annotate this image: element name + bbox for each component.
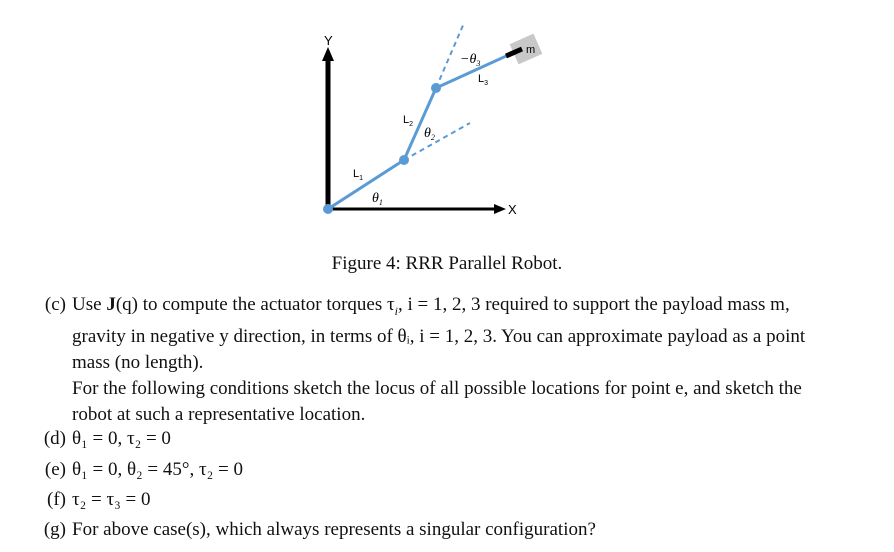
question-d-label: (d) (43, 428, 66, 449)
rrr-robot-figure (300, 25, 560, 225)
question-d (0, 426, 171, 452)
link1-label: $L_1$ (353, 168, 364, 182)
question-g-text: For above case(s), which always represents a singular configuration? (72, 519, 596, 540)
joint-base (323, 204, 333, 214)
question-f-label: (f) (47, 489, 66, 510)
question-c-line2: gravity in negative y direction, in terms of θᵢ, i = 1, 2, 3. You can approximate payload as a point (72, 325, 806, 347)
question-d-text: θ₁ = 0, τ₂ = 0 (72, 428, 171, 449)
y-axis-arrowhead (322, 47, 334, 61)
link2-reference-dashed-line (404, 123, 470, 160)
question-e-text: θ₁ = 0, θ₂ = 45°, τ₂ = 0 (72, 459, 243, 480)
x-axis-label: X (508, 202, 517, 217)
joint-3 (431, 83, 441, 93)
question-c-line5: robot at such a representative location. (72, 403, 366, 425)
question-f (0, 487, 150, 513)
question-c-line3: mass (no length). (72, 351, 204, 373)
question-c-line1: Use J(q) to compute the actuator torques $\tau_i$, i = 1, 2, 3 required to support the payload mass m, (72, 294, 790, 318)
question-e-label: (e) (44, 459, 66, 480)
payload-mass (506, 34, 542, 65)
question-c (0, 292, 805, 428)
link2-label: $L_2$ (403, 114, 414, 128)
link-1 (328, 160, 404, 209)
question-g-label: (g) (43, 519, 66, 540)
question-g (0, 517, 596, 543)
question-c-line4: For the following conditions sketch the locus of all possible locations for point e, and sketch the (72, 377, 802, 399)
link3-label: $L_3$ (478, 73, 489, 87)
question-e (0, 457, 243, 483)
theta1-label: $\theta_1$ (372, 191, 383, 207)
x-axis-arrowhead (494, 204, 506, 214)
question-c-label: (c) (44, 294, 66, 315)
joint-2 (399, 155, 409, 165)
mass-label: m (526, 44, 536, 56)
theta2-label: $\theta_2$ (424, 126, 435, 142)
figure-caption: Figure 4: RRR Parallel Robot. (331, 253, 563, 274)
y-axis-label: Y (324, 33, 333, 48)
theta3-label: $-\theta_3$ (460, 52, 481, 68)
question-f-text: τ₂ = τ₃ = 0 (72, 489, 151, 510)
